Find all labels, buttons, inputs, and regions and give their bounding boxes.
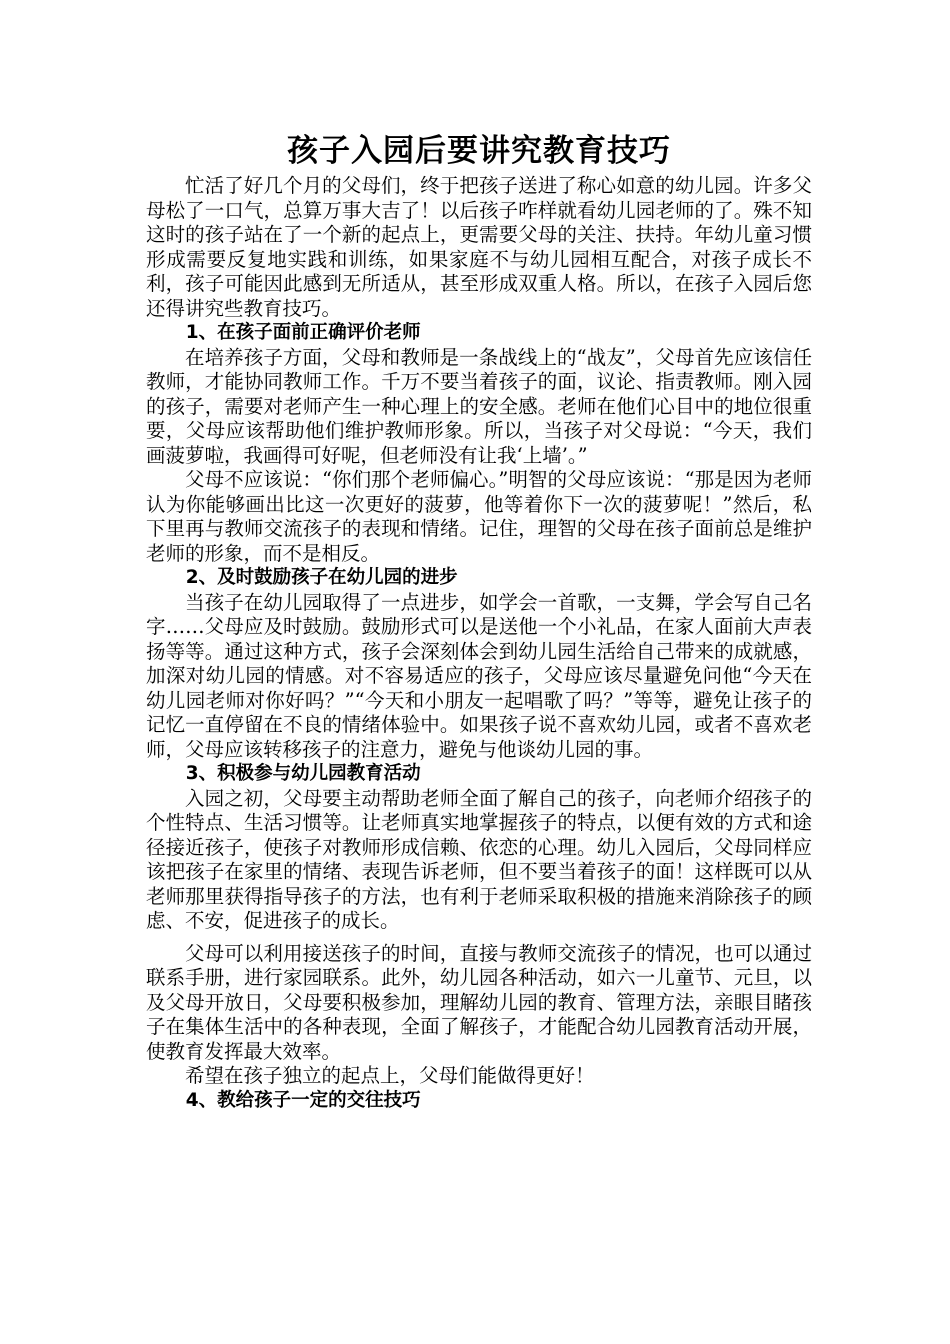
section-1-paragraph-1: 在培养孩子方面，父母和教师是一条战线上的“战友”，父母首先应该信任教师，才能协同教师工作。千万不要当着孩子的面，议论、指责教师。刚入园的孩子，需要对老师产生一种心理上的安全感。老师在他们心目中的地位很重要，父母应该帮助他们维护教师形象。所以，当孩子对父母说：“今天，我们画菠萝啦，我画得可好呢，但老师没有让我‘上墙’。” bbox=[146, 345, 812, 467]
intro-paragraph: 忙活了好几个月的父母们，终于把孩子送进了称心如意的幼儿园。许多父母松了一口气，总算万事大吉了！以后孩子咋样就看幼儿园老师的了。殊不知这时的孩子站在了一个新的起点上，更需要父母的关注、扶持。年幼儿童习惯形成需要反复地实践和训练，如果家庭不与幼儿园相互配合，对孩子成长不利，孩子可能因此感到无所适从，甚至形成双重人格。所以，在孩子入园后您还得讲究些教育技巧。 bbox=[146, 174, 812, 320]
section-3-paragraph-2: 父母可以利用接送孩子的时间，直接与教师交流孩子的情况，也可以通过联系手册，进行家园联系。此外，幼儿园各种活动，如六一儿童节、元旦，以及父母开放日，父母要积极参加，理解幼儿园的教育、管理方法，亲眼目睹孩子在集体生活中的各种表现，全面了解孩子，才能配合幼儿园教育活动开展，使教育发挥最大效率。 bbox=[146, 941, 812, 1063]
section-heading-2: 2、及时鼓励孩子在幼儿园的进步 bbox=[185, 567, 458, 588]
section-3-paragraph-3: 希望在孩子独立的起点上，父母们能做得更好！ bbox=[185, 1064, 595, 1087]
section-heading-4: 4、教给孩子一定的交往技巧 bbox=[185, 1089, 421, 1111]
section-3-paragraph-1: 入园之初，父母要主动帮助老师全面了解自己的孩子，向老师介绍孩子的个性特点、生活习惯等。让老师真实地掌握孩子的特点，以便有效的方式和途径接近孩子，使孩子对教师形成信赖、依恋的心理。幼儿入园后，父母同样应该把孩子在家里的情绪、表现告诉老师，但不要当着孩子的面！这样既可以从老师那里获得指导孩子的方法，也有利于老师采取积极的措施来消除孩子的顾虑、不安，促进孩子的成长。 bbox=[146, 786, 812, 932]
section-2-paragraph-1: 当孩子在幼儿园取得了一点进步，如学会一首歌，一支舞，学会写自己名字……父母应及时鼓励。鼓励形式可以是送他一个小礼品，在家人面前大声表扬等等。通过这种方式，孩子会深刻体会到幼儿园生活给自己带来的成就感，加深对幼儿园的情感。对不容易适应的孩子，父母应该尽量避免问他“今天在幼儿园老师对你好吗？”“今天和小朋友一起唱歌了吗？”等等，避免让孩子的记忆一直停留在不良的情绪体验中。如果孩子说不喜欢幼儿园，或者不喜欢老师，父母应该转移孩子的注意力，避免与他谈幼儿园的事。 bbox=[146, 590, 812, 761]
section-heading-1: 1、在孩子面前正确评价老师 bbox=[185, 322, 421, 343]
document-page bbox=[146, 128, 812, 1113]
document-title: 孩子入园后要讲究教育技巧 bbox=[287, 133, 671, 169]
section-1-paragraph-2: 父母不应该说：“你们那个老师偏心。”明智的父母应该说：“那是因为老师认为你能够画出比这一次更好的菠萝，他等着你下一次的菠萝呢！”然后，私下里再与教师交流孩子的表现和情绪。记住，理智的父母在孩子面前总是维护老师的形象，而不是相反。 bbox=[146, 468, 812, 565]
section-heading-3: 3、积极参与幼儿园教育活动 bbox=[185, 763, 421, 784]
